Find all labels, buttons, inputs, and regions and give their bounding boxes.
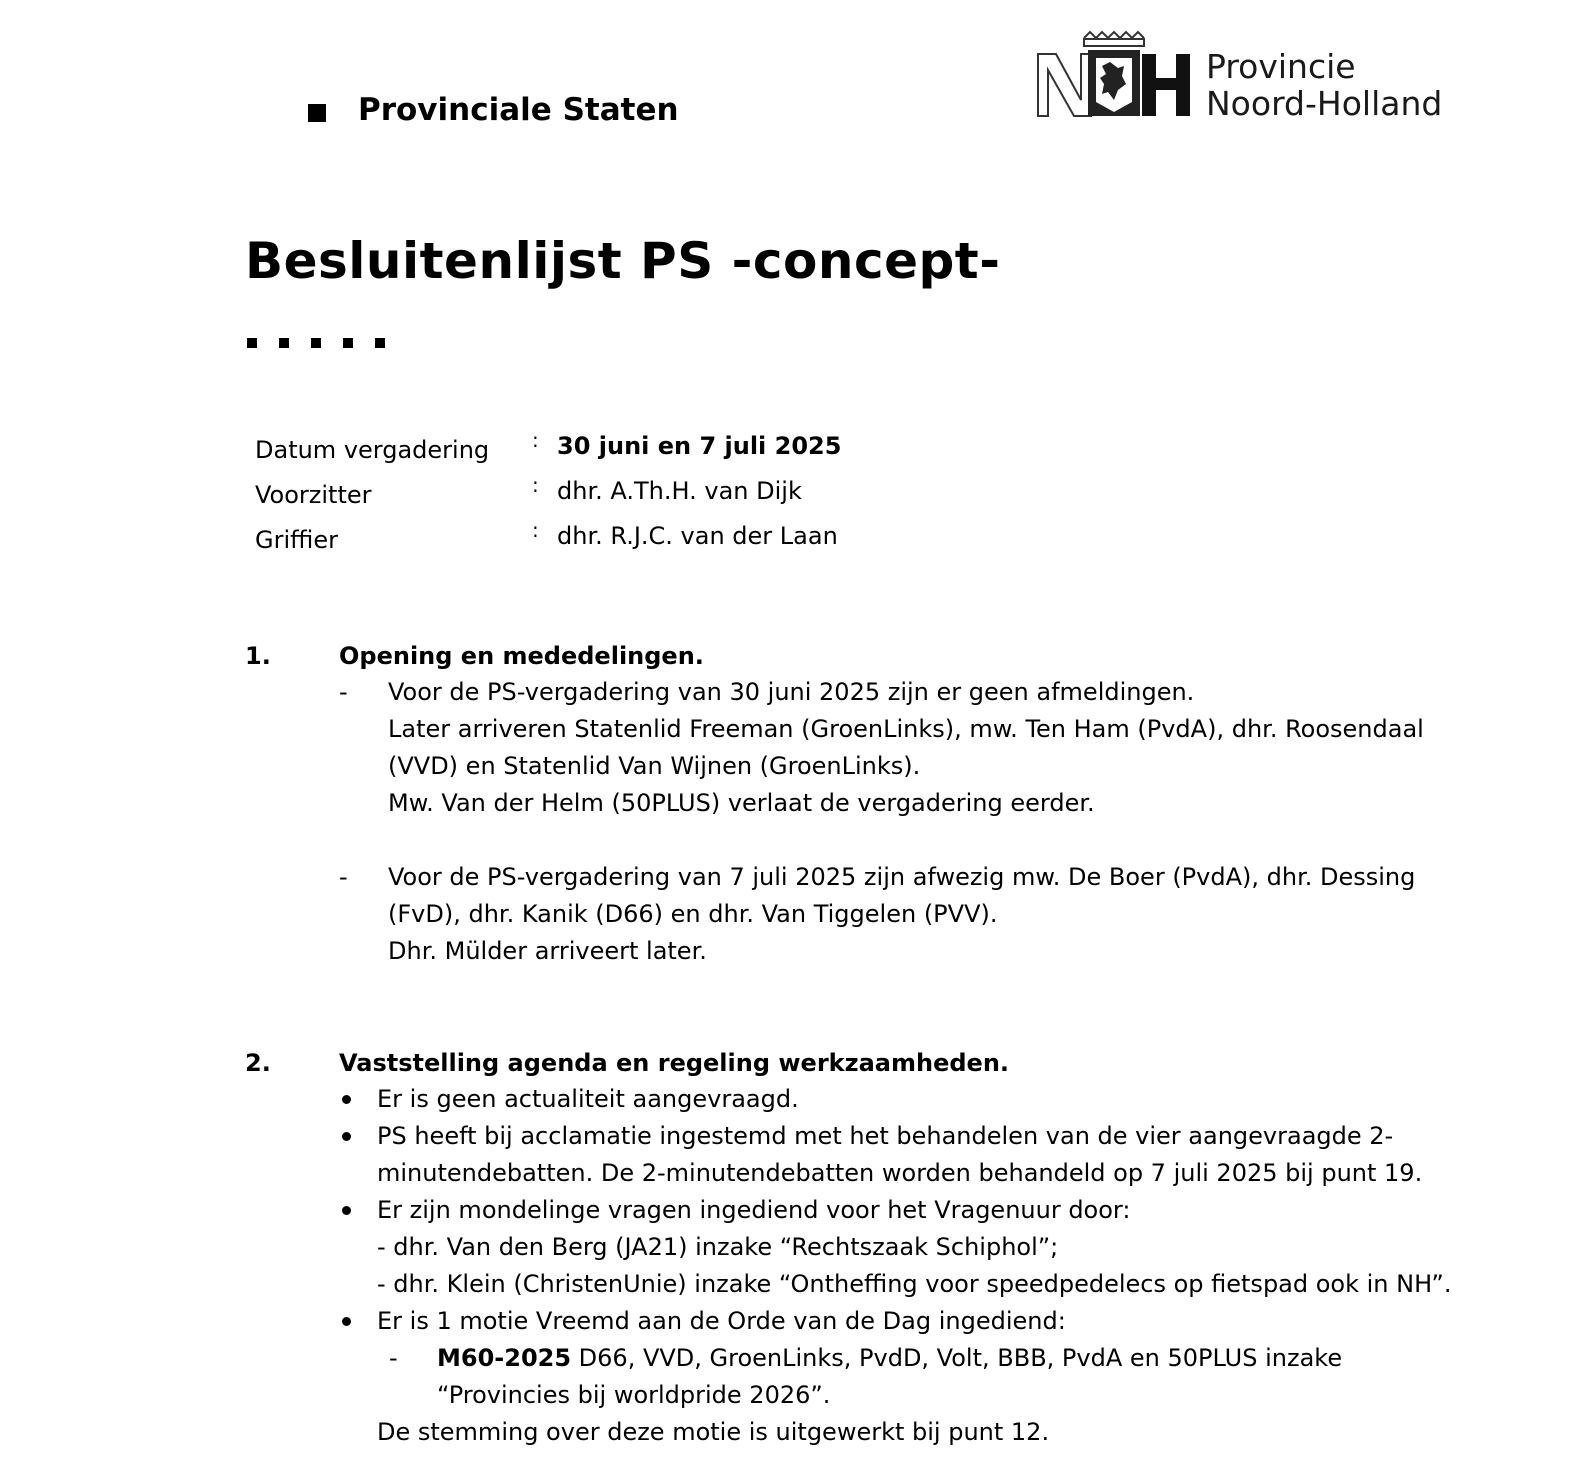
bullet-item <box>339 1081 1451 1118</box>
province-logo <box>1036 30 1476 122</box>
logo-text <box>1206 48 1442 122</box>
meta-row-date <box>255 428 841 473</box>
meta-colon: : <box>532 428 539 452</box>
meta-value: 30 juni en 7 juli 2025 <box>557 432 842 460</box>
section-heading <box>245 1044 1451 1081</box>
text-line: PS heeft bij acclamatie ingestemd met het behandelen van de vier aangevraagde 2- <box>377 1122 1394 1150</box>
meta-value: dhr. R.J.C. van der Laan <box>557 522 838 550</box>
bullet-icon <box>339 1303 377 1340</box>
document-title: Besluitenlijst PS -concept- <box>245 232 1001 290</box>
meeting-metadata <box>255 428 841 563</box>
section-title: Vaststelling agenda en regeling werkzaamheden. <box>339 1048 1010 1077</box>
dash-marker: - <box>339 678 348 706</box>
meta-row-chair <box>255 473 841 518</box>
title-dots-decoration <box>247 338 407 348</box>
text-line: Voor de PS-vergadering van 30 juni 2025 zijn er geen afmeldingen. <box>388 678 1195 706</box>
list-item-text <box>388 674 1424 822</box>
section-number: 2. <box>245 1048 271 1077</box>
motion-code: M60-2025 <box>437 1344 572 1372</box>
text-line: minutendebatten. De 2-minutendebatten worden behandeld op 7 juli 2025 bij punt 19. <box>377 1159 1423 1187</box>
meta-colon: : <box>532 473 539 497</box>
bullet-item <box>339 1192 1451 1303</box>
text-line: - dhr. Klein (ChristenUnie) inzake “Ontheffing voor speedpedelecs op fietspad ook in NH”. <box>377 1270 1452 1298</box>
list-item-text <box>388 859 1415 970</box>
text-line: (VVD) en Statenlid Van Wijnen (GroenLinks). <box>388 752 921 780</box>
list-item <box>245 674 1424 822</box>
motion-line <box>437 1340 1342 1377</box>
square-bullet-icon <box>308 104 326 122</box>
header-organization <box>308 92 679 128</box>
organization-name: Provinciale Staten <box>358 92 679 128</box>
meta-colon: : <box>532 518 539 542</box>
bullet-icon <box>339 1118 377 1192</box>
text-line: Er is geen actualiteit aangevraagd. <box>377 1085 799 1113</box>
text-line: Dhr. Mülder arriveert later. <box>388 937 707 965</box>
bullet-item <box>339 1303 1451 1340</box>
meta-label: Voorzitter <box>255 481 372 509</box>
meta-value: dhr. A.Th.H. van Dijk <box>557 477 802 505</box>
text-line: Mw. Van der Helm (50PLUS) verlaat de vergadering eerder. <box>388 789 1095 817</box>
section-title: Opening en mededelingen. <box>339 641 704 670</box>
noord-holland-crest-icon <box>1036 30 1196 122</box>
motion-title: “Provincies bij worldpride 2026”. <box>437 1381 831 1409</box>
section-2 <box>245 1044 1451 1451</box>
meta-label: Griffier <box>255 526 338 554</box>
logo-line-2: Noord-Holland <box>1206 84 1443 123</box>
text-line: Er zijn mondelinge vragen ingediend voor het Vragenuur door: <box>377 1196 1131 1224</box>
logo-line-1: Provincie <box>1206 47 1356 86</box>
motion-item <box>377 1340 1451 1414</box>
list-item <box>245 859 1424 970</box>
meta-row-clerk <box>255 518 841 563</box>
section-number: 1. <box>245 641 271 670</box>
closing-text: De stemming over deze motie is uitgewerkt bij punt 12. <box>377 1418 1050 1446</box>
text-line: Voor de PS-vergadering van 7 juli 2025 zijn afwezig mw. De Boer (PvdA), dhr. Dessing <box>388 863 1416 891</box>
text-line: Later arriveren Statenlid Freeman (GroenLinks), mw. Ten Ham (PvdA), dhr. Roosendaal <box>388 715 1424 743</box>
motion-submitters: D66, VVD, GroenLinks, PvdD, Volt, BBB, PvdA en 50PLUS inzake <box>571 1344 1343 1372</box>
dash-marker: - <box>389 1344 398 1372</box>
dash-marker: - <box>339 863 348 891</box>
bullet-icon <box>339 1192 377 1303</box>
bullet-icon <box>339 1081 377 1118</box>
bullet-item <box>339 1118 1451 1192</box>
blank-line <box>245 822 1424 859</box>
meta-label: Datum vergadering <box>255 436 490 464</box>
text-line: - dhr. Van den Berg (JA21) inzake “Rechtszaak Schiphol”; <box>377 1233 1059 1261</box>
text-line: (FvD), dhr. Kanik (D66) en dhr. Van Tiggelen (PVV). <box>388 900 998 928</box>
section-heading <box>245 637 1424 674</box>
section-1 <box>245 637 1424 970</box>
text-line: Er is 1 motie Vreemd aan de Orde van de Dag ingediend: <box>377 1307 1066 1335</box>
